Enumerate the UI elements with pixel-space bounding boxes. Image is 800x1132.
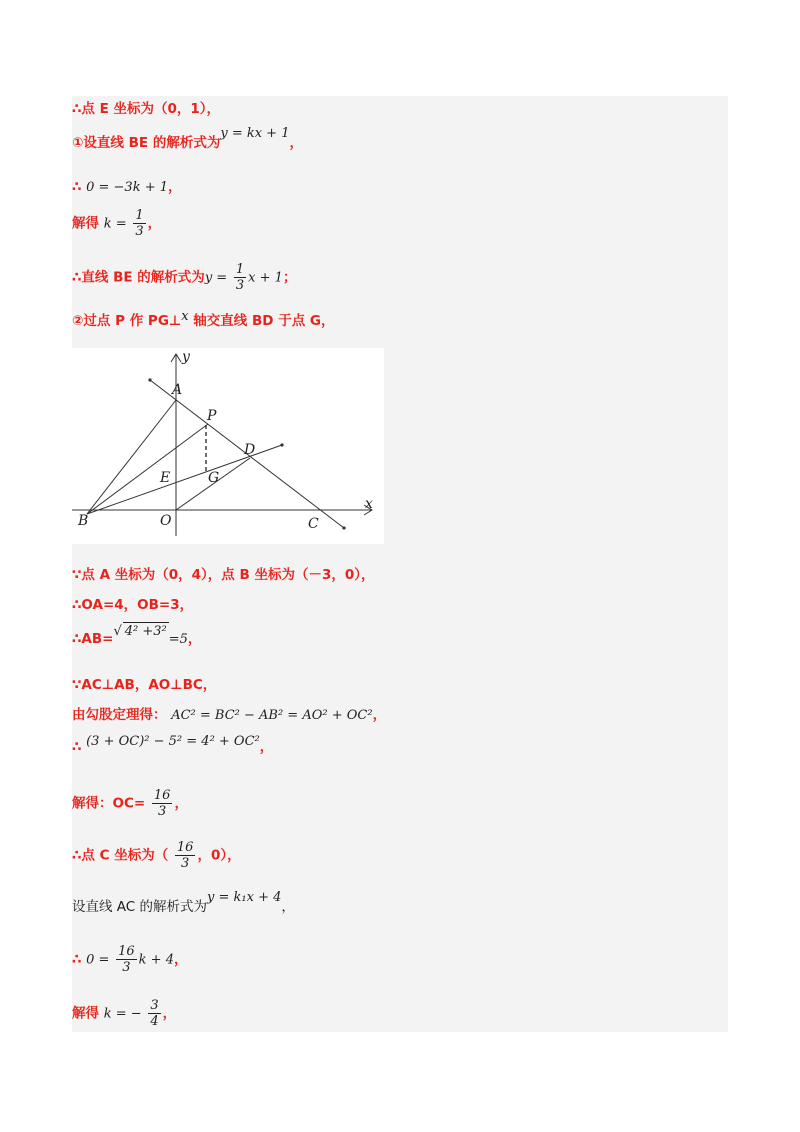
label-x: x — [365, 496, 373, 512]
line-solve-k1: 解得 k = − $\frac{3}{4}$ ， — [72, 998, 177, 1029]
line-oc: 解得：OC= $\frac{16}{3}$ ， — [72, 788, 188, 819]
fraction: $\frac{1}{3}$ — [135, 208, 144, 239]
label-e: E — [160, 470, 171, 486]
line-ab — [87, 400, 176, 514]
fraction: $\frac{1}{3}$ — [235, 262, 245, 293]
figure-svg — [72, 348, 384, 544]
line-eq-be: ∴ 0 = −3k + 1， — [72, 179, 182, 195]
solution-card — [72, 96, 728, 1032]
endpoint-dot — [280, 443, 283, 446]
geometry-figure — [72, 348, 384, 544]
label-y: y — [182, 349, 190, 365]
label-o: O — [160, 513, 172, 529]
line-eq-ac: ∴ 0 = $\frac{16}{3}$ k + 4， — [72, 944, 188, 975]
line-equation: ∴ (3 + OC)² − 5² = 4² + OC²， — [72, 734, 274, 755]
fraction: $\frac{16}{3}$ — [176, 840, 194, 871]
label-a: A — [172, 382, 183, 398]
line-ab-length: ∴AB=√ 4² +3²=5， — [72, 624, 202, 647]
line-point-c: ∴点 C 坐标为（ $\frac{16}{3}$ ，0）， — [72, 840, 241, 871]
fraction: $\frac{16}{3}$ — [153, 788, 171, 819]
line-draw-pg: ②过点 P 作 PG⊥x 轴交直线 BD 于点 G， — [72, 309, 335, 329]
label-d: D — [244, 442, 256, 458]
fraction: $\frac{16}{3}$ — [118, 944, 135, 975]
line-perpendicular: ∵AC⊥AB，AO⊥BC， — [72, 677, 217, 693]
line-set-ac: 设直线 AC 的解析式为y = k₁x + 4， — [72, 890, 295, 915]
endpoint-dot — [148, 378, 151, 381]
label-b: B — [78, 513, 89, 529]
line-be-result: ∴直线 BE 的解析式为y = $\frac{1}{3}$ x + 1； — [72, 262, 297, 293]
line-solve-k: 解得 k = $\frac{1}{3}$ ， — [72, 208, 162, 239]
fraction: $\frac{3}{4}$ — [150, 998, 159, 1029]
line-point-e: ∴点 E 坐标为（0，1）， — [72, 101, 221, 117]
line-given-ab: ∵点 A 坐标为（0，4），点 B 坐标为（－3，0）， — [72, 567, 375, 583]
endpoint-dot — [342, 526, 345, 529]
line-pythagoras: 由勾股定理得： AC² = BC² − AB² = AO² + OC²， — [72, 707, 387, 723]
line-set-be: ①设直线 BE 的解析式为y = kx + 1， — [72, 126, 303, 151]
label-p: P — [207, 408, 217, 424]
label-c: C — [308, 516, 319, 532]
line-oa-ob: ∴OA=4，OB=3， — [72, 597, 194, 613]
label-g: G — [208, 470, 220, 486]
